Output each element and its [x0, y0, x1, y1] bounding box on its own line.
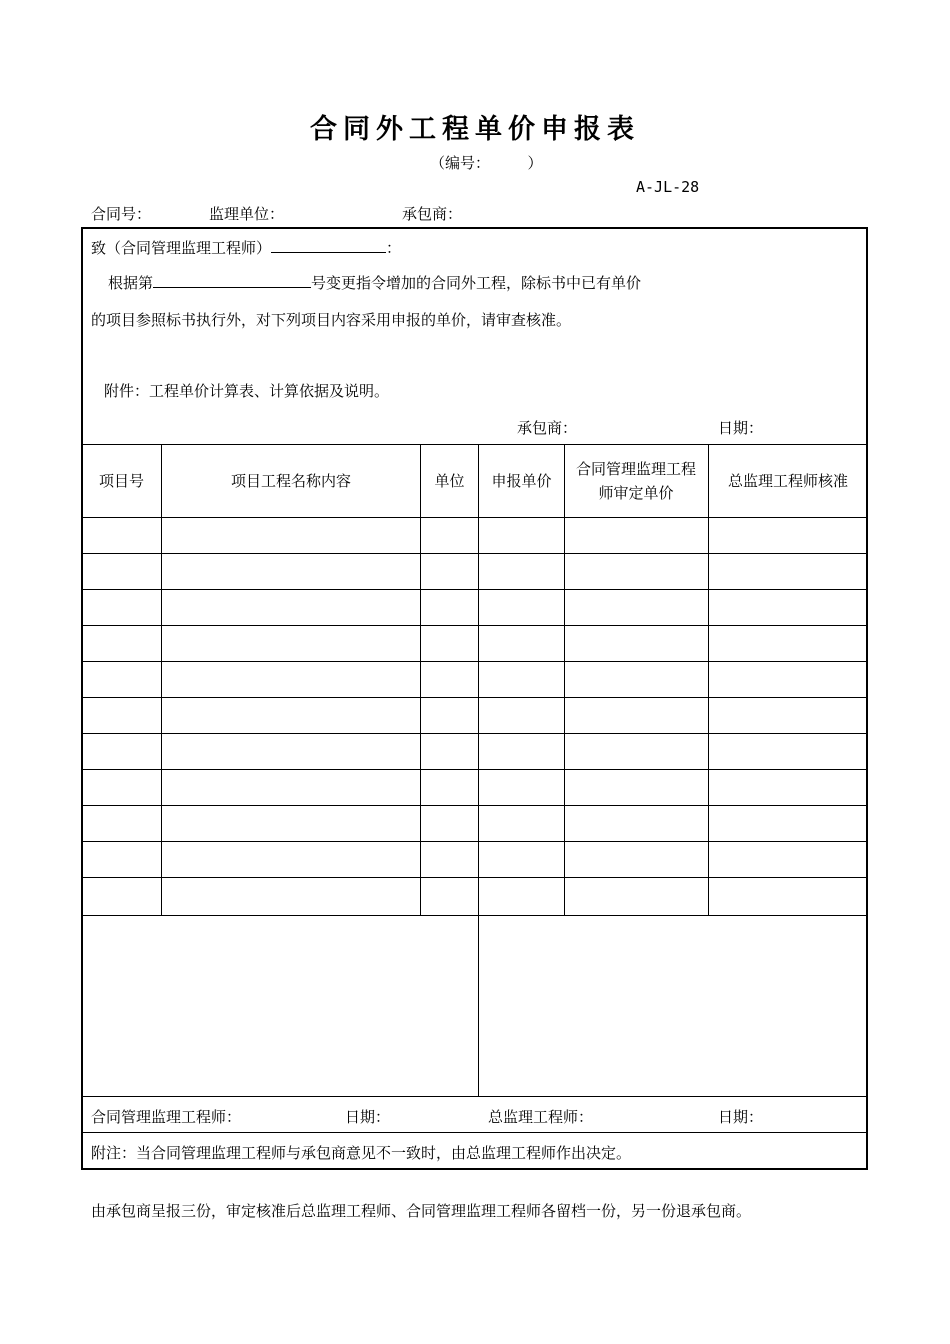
- table-cell[interactable]: [82, 554, 161, 589]
- chief-engineer-date-label: 日期：: [718, 1108, 764, 1126]
- table-cell[interactable]: [420, 842, 479, 877]
- table-cell[interactable]: [564, 734, 709, 769]
- table-cell[interactable]: [564, 518, 709, 553]
- table-cell[interactable]: [161, 878, 421, 913]
- table-cell[interactable]: [420, 626, 479, 661]
- table-cell[interactable]: [478, 734, 565, 769]
- form-title: 合同外工程单价申报表: [310, 114, 640, 145]
- footer-instructions: 由承包商呈报三份，审定核准后总监理工程师、合同管理监理工程师各留档一份，另一份退承包商。: [91, 1202, 752, 1220]
- header-declared-price: 申报单价: [491, 472, 552, 490]
- table-cell[interactable]: [564, 662, 709, 697]
- table-cell[interactable]: [708, 590, 868, 625]
- basis-line: [108, 272, 641, 293]
- note-divider: [82, 1132, 867, 1133]
- supervisor-unit-label: 监理单位：: [209, 205, 285, 223]
- table-cell[interactable]: [420, 770, 479, 805]
- table-cell[interactable]: [478, 554, 565, 589]
- table-row: [82, 589, 867, 625]
- form-code: A-JL-28: [636, 178, 700, 196]
- table-cell[interactable]: [478, 842, 565, 877]
- form-number-label: （编号： ）: [430, 154, 543, 172]
- header-approved-price: 合同管理监理工程师审定单价: [576, 460, 697, 502]
- table-cell[interactable]: [82, 878, 161, 913]
- table-cell[interactable]: [161, 590, 421, 625]
- table-cell[interactable]: [420, 698, 479, 733]
- table-cell[interactable]: [708, 842, 868, 877]
- table-cell[interactable]: [478, 626, 565, 661]
- attachment-text: 附件：工程单价计算表、计算依据及说明。: [104, 382, 390, 400]
- table-cell[interactable]: [420, 554, 479, 589]
- signature-divider: [82, 1096, 867, 1097]
- addressee-line: [91, 237, 401, 258]
- table-row: [82, 841, 867, 877]
- table-cell[interactable]: [82, 770, 161, 805]
- table-cell[interactable]: [478, 770, 565, 805]
- table-cell[interactable]: [708, 770, 868, 805]
- table-cell[interactable]: [82, 734, 161, 769]
- table-cell[interactable]: [708, 698, 868, 733]
- table-cell[interactable]: [82, 806, 161, 841]
- table-row: [82, 625, 867, 661]
- addressee-label: 致（合同管理监理工程师）: [91, 239, 272, 257]
- table-row: [82, 877, 867, 913]
- table-cell[interactable]: [82, 662, 161, 697]
- table-cell[interactable]: [564, 590, 709, 625]
- table-cell[interactable]: [161, 698, 421, 733]
- contractor-sign-label: 承包商：: [517, 419, 578, 437]
- table-cell[interactable]: [478, 698, 565, 733]
- table-row: [82, 517, 867, 553]
- table-cell[interactable]: [420, 734, 479, 769]
- table-cell[interactable]: [82, 590, 161, 625]
- contractor-date-label: 日期：: [718, 419, 764, 437]
- table-row: [82, 769, 867, 805]
- note-text: 附注：当合同管理监理工程师与承包商意见不一致时，由总监理工程师作出决定。: [91, 1144, 632, 1162]
- table-cell[interactable]: [420, 662, 479, 697]
- chief-engineer-sign-label: 总监理工程师：: [488, 1108, 594, 1126]
- contract-engineer-sign-label: 合同管理监理工程师：: [91, 1108, 242, 1126]
- addressee-blank[interactable]: [271, 238, 386, 253]
- basis-line-2: 的项目参照标书执行外，对下列项目内容采用申报的单价，请审查核准。: [91, 311, 572, 329]
- header-item-name: 项目工程名称内容: [230, 472, 351, 490]
- table-cell[interactable]: [161, 518, 421, 553]
- table-cell[interactable]: [564, 878, 709, 913]
- table-cell[interactable]: [420, 806, 479, 841]
- contract-number-label: 合同号：: [91, 205, 152, 223]
- table-cell[interactable]: [420, 518, 479, 553]
- table-cell[interactable]: [478, 518, 565, 553]
- table-cell[interactable]: [708, 518, 868, 553]
- basis-suffix: 号变更指令增加的合同外工程，除标书中已有单价: [311, 274, 642, 292]
- table-cell[interactable]: [708, 662, 868, 697]
- header-item-no: 项目号: [98, 472, 144, 490]
- contractor-label: 承包商：: [402, 205, 463, 223]
- table-cell[interactable]: [478, 878, 565, 913]
- contract-engineer-date-label: 日期：: [345, 1108, 391, 1126]
- table-bottom-border: [82, 915, 867, 916]
- change-order-blank[interactable]: [153, 273, 311, 288]
- table-row: [82, 733, 867, 769]
- table-cell[interactable]: [708, 734, 868, 769]
- header-chief-approval: 总监理工程师核准: [727, 472, 848, 490]
- table-cell[interactable]: [478, 662, 565, 697]
- basis-prefix: 根据第: [108, 274, 154, 292]
- table-cell[interactable]: [420, 878, 479, 913]
- table-cell[interactable]: [564, 626, 709, 661]
- table-cell[interactable]: [161, 734, 421, 769]
- addressee-colon: ：: [386, 239, 402, 257]
- table-cell[interactable]: [420, 590, 479, 625]
- table-cell[interactable]: [82, 842, 161, 877]
- table-cell[interactable]: [82, 518, 161, 553]
- table-cell[interactable]: [161, 626, 421, 661]
- table-cell[interactable]: [564, 698, 709, 733]
- table-row: [82, 553, 867, 589]
- table-cell[interactable]: [564, 554, 709, 589]
- table-cell[interactable]: [564, 842, 709, 877]
- table-cell[interactable]: [161, 662, 421, 697]
- table-row: [82, 661, 867, 697]
- table-cell[interactable]: [82, 626, 161, 661]
- table-cell[interactable]: [161, 770, 421, 805]
- table-cell[interactable]: [478, 590, 565, 625]
- table-cell[interactable]: [564, 770, 709, 805]
- table-cell[interactable]: [161, 806, 421, 841]
- table-cell[interactable]: [708, 878, 868, 913]
- table-row: [82, 697, 867, 733]
- table-cell[interactable]: [161, 554, 421, 589]
- header-unit: 单位: [434, 472, 465, 490]
- table-row: [82, 805, 867, 841]
- table-cell[interactable]: [161, 842, 421, 877]
- table-cell[interactable]: [708, 554, 868, 589]
- table-cell[interactable]: [478, 806, 565, 841]
- table-cell[interactable]: [564, 806, 709, 841]
- table-cell[interactable]: [708, 806, 868, 841]
- table-cell[interactable]: [708, 626, 868, 661]
- table-cell[interactable]: [82, 698, 161, 733]
